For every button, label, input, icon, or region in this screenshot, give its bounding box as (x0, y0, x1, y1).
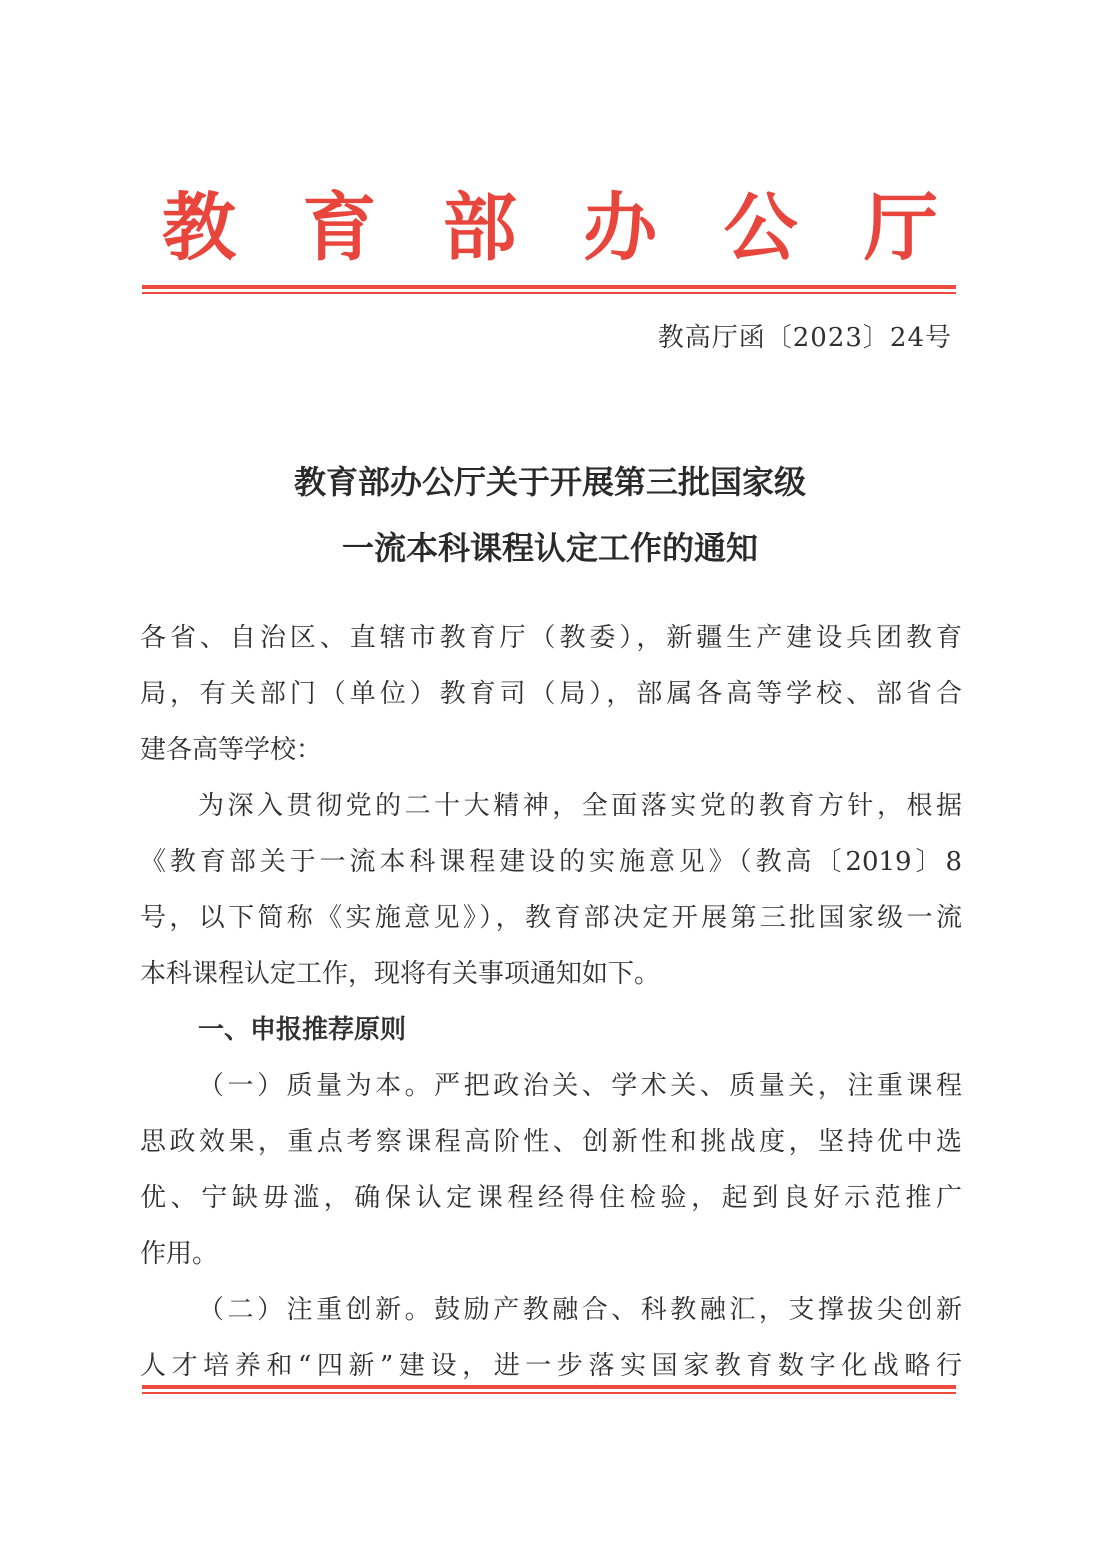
masthead-char: 公 (723, 185, 798, 271)
rule-thick-line (142, 1385, 956, 1389)
rule-thick-line (142, 285, 956, 289)
body-line: 为深入贯彻党的二十大精神，全面落实党的教育方针，根据 (198, 791, 962, 821)
body-line: 各省、自治区、直辖市教育厅（教委），新疆生产建设兵团教育 (140, 623, 962, 653)
masthead-char: 厅 (863, 185, 938, 271)
body-line: 优、宁缺毋滥，确保认定课程经得住检验，起到良好示范推广 (140, 1183, 962, 1213)
document-number: 教高厅函〔2023〕24号 (657, 323, 952, 353)
masthead (140, 183, 960, 273)
masthead-char: 教 (162, 185, 236, 271)
masthead-char: 办 (583, 185, 658, 271)
body-line: 建各高等学校： (140, 735, 323, 765)
top-red-rule (142, 285, 956, 294)
bottom-red-rule (142, 1385, 956, 1394)
body-text (140, 610, 962, 1394)
body-line: 人才培养和“四新”建设，进一步落实国家教育数字化战略行 (140, 1351, 962, 1381)
body-line: 本科课程认定工作，现将有关事项通知如下。 (140, 959, 661, 989)
body-line: 号，以下简称《实施意见》），教育部决定开展第三批国家级一流 (140, 903, 962, 933)
body-line: 《教育部关于一流本科课程建设的实施意见》（教高〔2019〕8 (140, 847, 962, 877)
body-line: （二）注重创新。鼓励产教融合、科教融汇，支撑拔尖创新 (198, 1295, 962, 1325)
rule-thin-line (142, 292, 956, 294)
rule-thin-line (142, 1392, 956, 1394)
body-line: 作用。 (140, 1239, 219, 1269)
body-line: （一）质量为本。严把政治关、学术关、质量关，注重课程 (198, 1071, 962, 1101)
masthead-char: 育 (302, 185, 377, 271)
section-heading: 一、申报推荐原则 (198, 1015, 407, 1045)
body-line: 思政效果，重点考察课程高阶性、创新性和挑战度，坚持优中选 (140, 1127, 962, 1157)
title-line-1: 教育部办公厅关于开展第三批国家级 (293, 463, 806, 501)
title-line-2: 一流本科课程认定工作的通知 (341, 529, 758, 567)
body-line: 局，有关部门（单位）教育司（局），部属各高等学校、部省合 (140, 679, 962, 709)
masthead-char: 部 (442, 185, 517, 271)
